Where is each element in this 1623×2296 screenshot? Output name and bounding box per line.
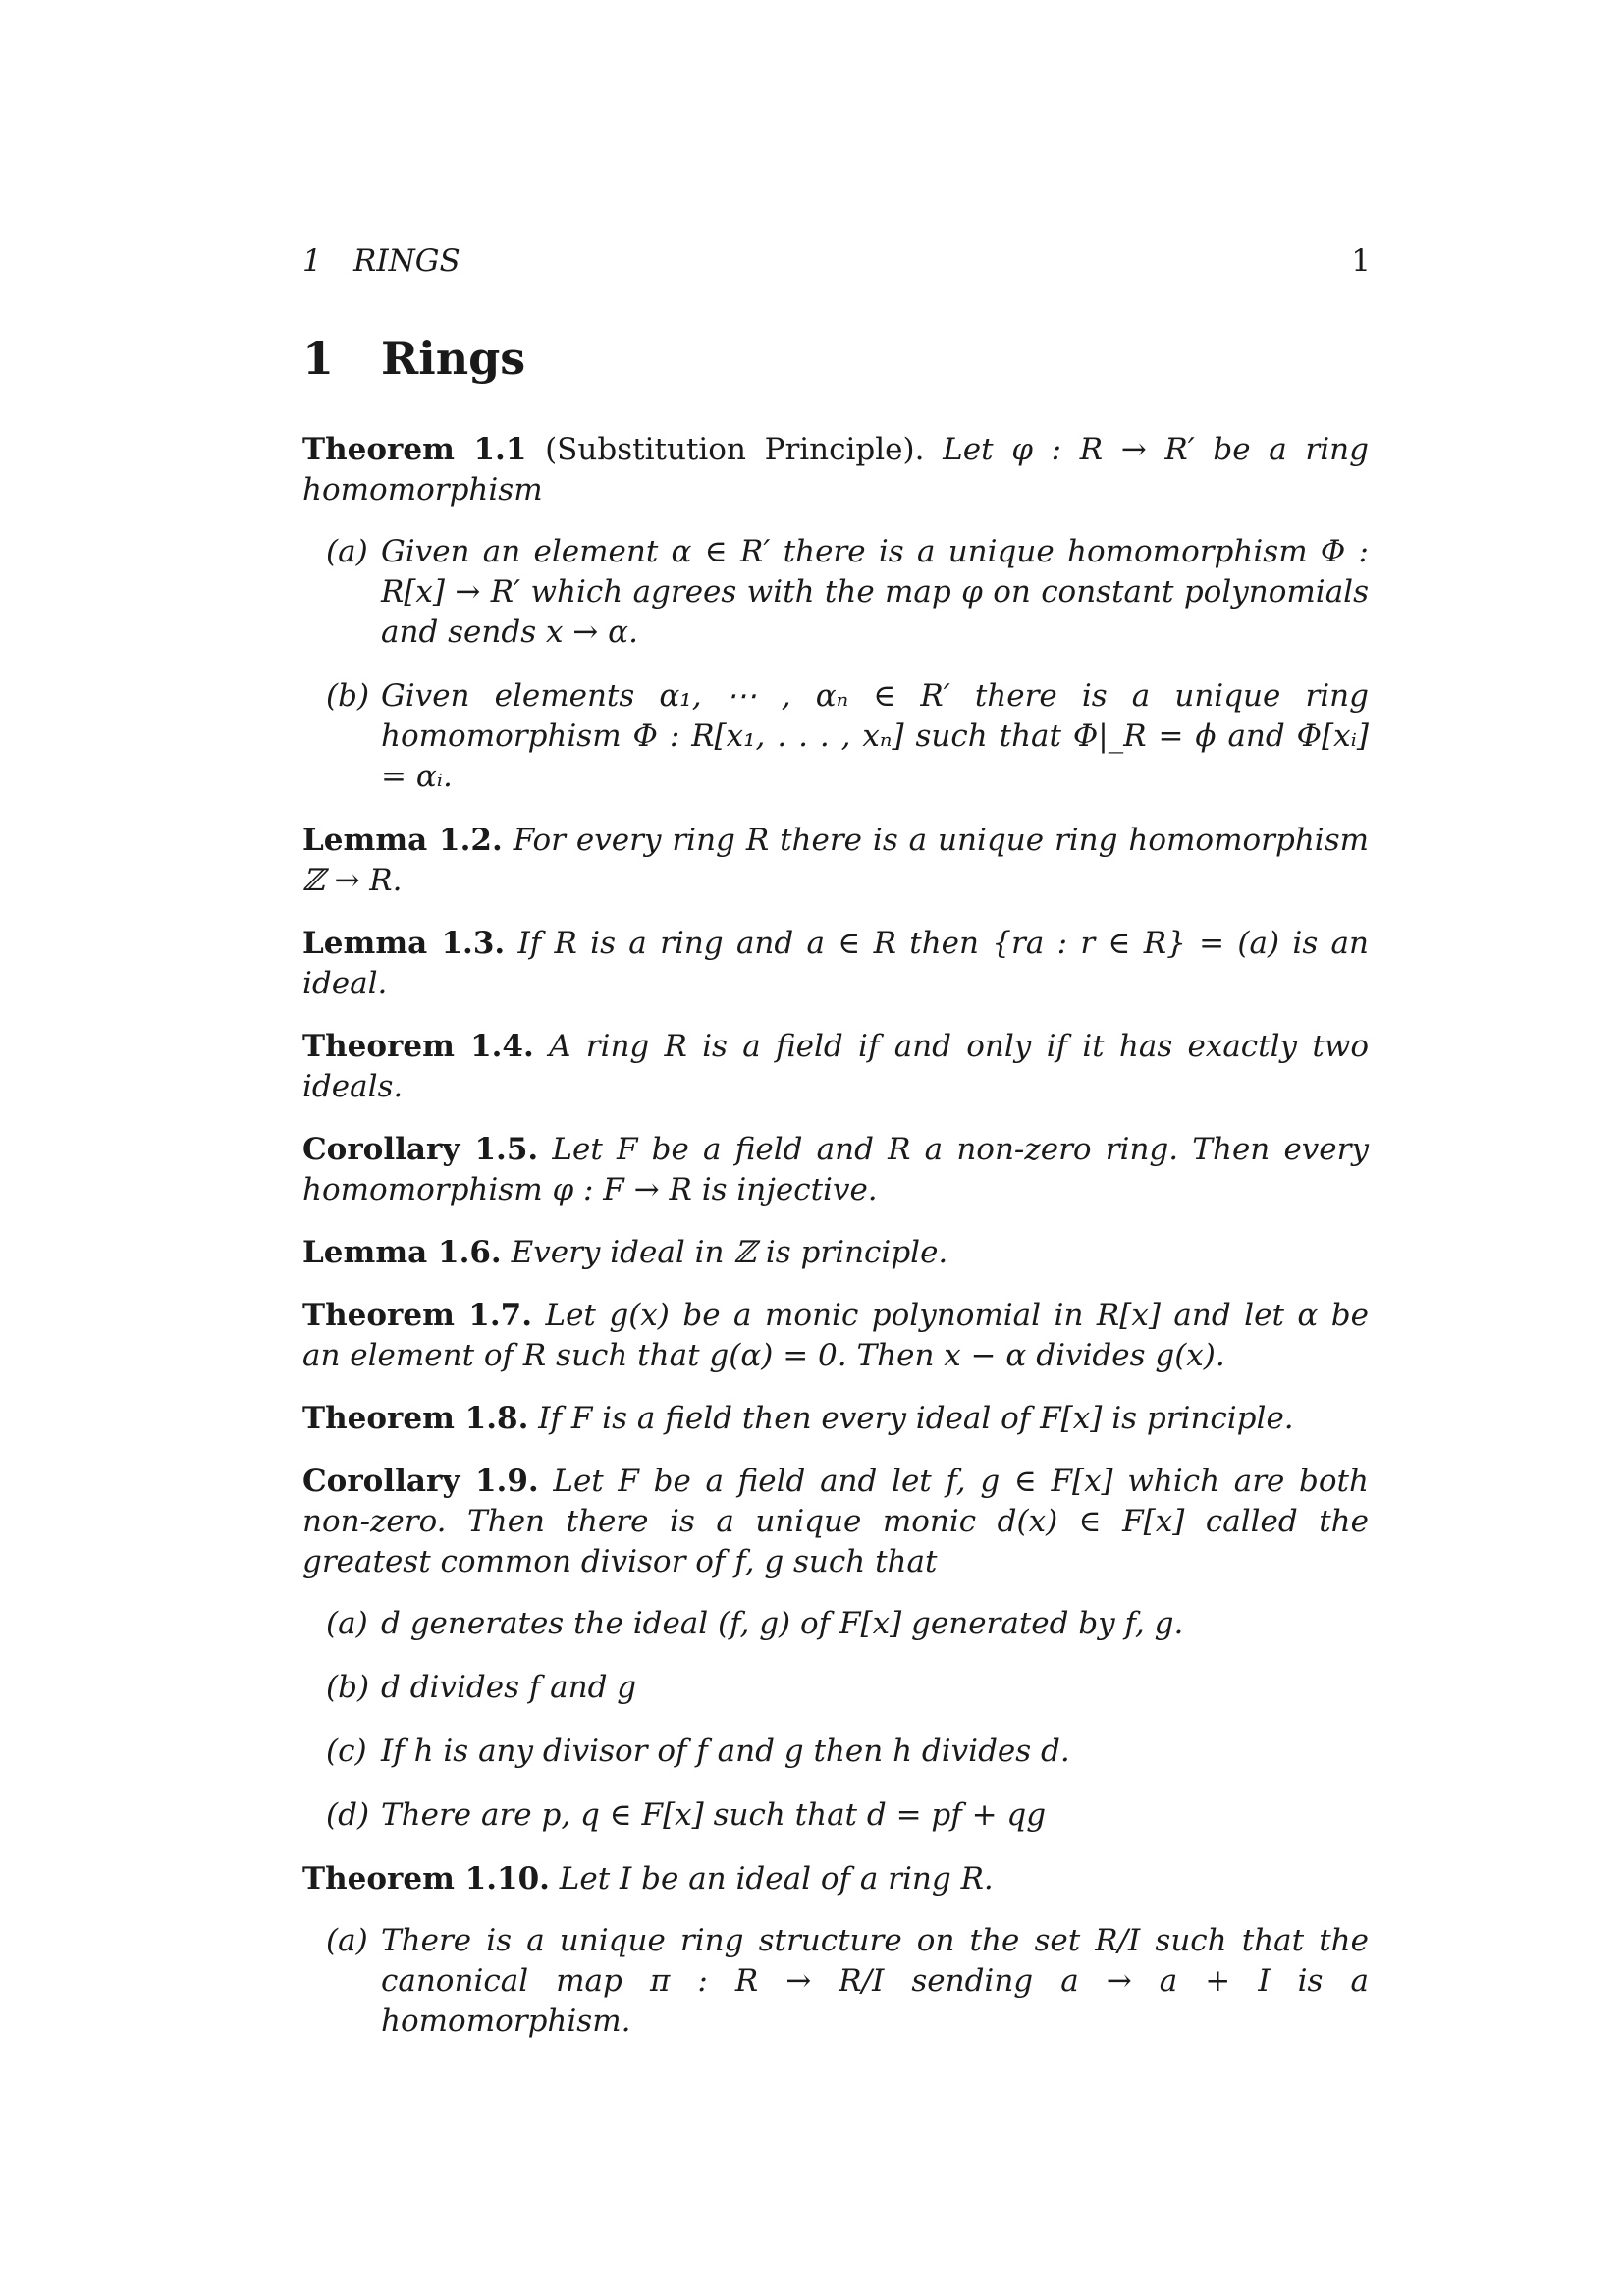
enumerated-list — [302, 1921, 1369, 2042]
list-item — [302, 1795, 1369, 1836]
list-item-text: d divides f and g — [381, 1670, 637, 1705]
section-number: 1 — [302, 332, 335, 385]
running-header — [302, 243, 1371, 287]
list-marker: (a) — [326, 1606, 368, 1641]
corollary-block — [302, 1130, 1369, 1210]
lemma-block — [302, 1233, 1369, 1273]
statement-label: Theorem 1.8. — [302, 1401, 529, 1436]
enumerated-list — [302, 532, 1369, 797]
list-item-text: There are p, q ∈ F[x] such that d = pf + qg — [381, 1797, 1047, 1833]
section-heading — [302, 332, 525, 385]
lemma-block — [302, 924, 1369, 1004]
statement-label: Corollary 1.9. — [302, 1464, 539, 1499]
list-item-text: If h is any divisor of f and g then h divides d. — [381, 1734, 1070, 1769]
theorem-block — [302, 430, 1369, 797]
list-marker: (b) — [326, 1670, 370, 1705]
list-marker: (a) — [326, 534, 368, 569]
theorem-block — [302, 1859, 1369, 2042]
list-item — [302, 676, 1369, 797]
statement-text: Let I be an ideal of a ring R. — [549, 1861, 994, 1896]
list-item-text: d generates the ideal (f, g) of F[x] generated by f, g. — [381, 1606, 1184, 1641]
statement-label: Theorem 1.1 — [302, 432, 527, 467]
list-item-text: Given elements α₁, ⋯ , αₙ ∈ R′ there is a unique ring homomorphism Φ : R[x₁, . . . , xₙ] such that Φ|_R = ϕ and Φ[xᵢ] = αᵢ. — [381, 678, 1369, 794]
list-item — [302, 1921, 1369, 2042]
header-section-title: RINGS — [353, 243, 460, 279]
statement-label: Lemma 1.3. — [302, 926, 506, 961]
list-item — [302, 1668, 1369, 1708]
list-item — [302, 1732, 1369, 1772]
page-number: 1 — [1351, 243, 1371, 279]
statement-label: Corollary 1.5. — [302, 1132, 539, 1167]
list-item-text: Given an element α ∈ R′ there is a unique homomorphism Φ : R[x] → R′ which agrees with the map φ on constant polynomials and sends x → α. — [381, 534, 1369, 650]
enumerated-list — [302, 1604, 1369, 1836]
list-marker: (d) — [326, 1797, 370, 1833]
theorem-block — [302, 1399, 1369, 1439]
list-marker: (c) — [326, 1734, 367, 1769]
statement-text: If R is a ring and a ∈ R then {ra : r ∈ R} = (a) is an ideal. — [302, 926, 1369, 1001]
list-marker: (b) — [326, 678, 370, 714]
statement-text: Every ideal in ℤ is principle. — [501, 1235, 948, 1270]
list-item-text: There is a unique ring structure on the set R/I such that the canonical map π : R → R/I sending a → a + I is a homomorphism. — [381, 1923, 1369, 2039]
lemma-block — [302, 821, 1369, 901]
statement-label: Lemma 1.2. — [302, 823, 503, 858]
header-section-number: 1 — [302, 243, 322, 279]
statement-text: Let φ : R → R′ be a ring homomorphism — [302, 432, 1369, 507]
theorem-block — [302, 1296, 1369, 1376]
statement-note: (Substitution Principle). — [526, 432, 925, 467]
statement-text: A ring R is a field if and only if it has exactly two ideals. — [302, 1029, 1369, 1104]
statement-label: Theorem 1.7. — [302, 1298, 533, 1333]
section-title: Rings — [381, 332, 526, 385]
corollary-block — [302, 1462, 1369, 1836]
statement-label: Lemma 1.6. — [302, 1235, 502, 1270]
body-content — [302, 430, 1369, 2065]
list-item — [302, 532, 1369, 653]
list-item — [302, 1604, 1369, 1644]
statement-text: If F is a field then every ideal of F[x] is principle. — [528, 1401, 1294, 1436]
statement-text: Let F be a field and R a non-zero ring. Then every homomorphism φ : F → R is injective. — [302, 1132, 1369, 1207]
list-marker: (a) — [326, 1923, 368, 1958]
statement-label: Theorem 1.10. — [302, 1861, 550, 1896]
theorem-block — [302, 1027, 1369, 1107]
statement-text: Let g(x) be a monic polynomial in R[x] and let α be an element of R such that g(α) = 0. Then x − α divides g(x). — [302, 1298, 1369, 1373]
statement-label: Theorem 1.4. — [302, 1029, 534, 1064]
statement-text: Let F be a field and let f, g ∈ F[x] which are both non-zero. Then there is a unique monic d(x) ∈ F[x] called the greatest common divisor of f, g such that — [302, 1464, 1369, 1579]
statement-text: For every ring R there is a unique ring homomorphism ℤ → R. — [302, 823, 1369, 898]
